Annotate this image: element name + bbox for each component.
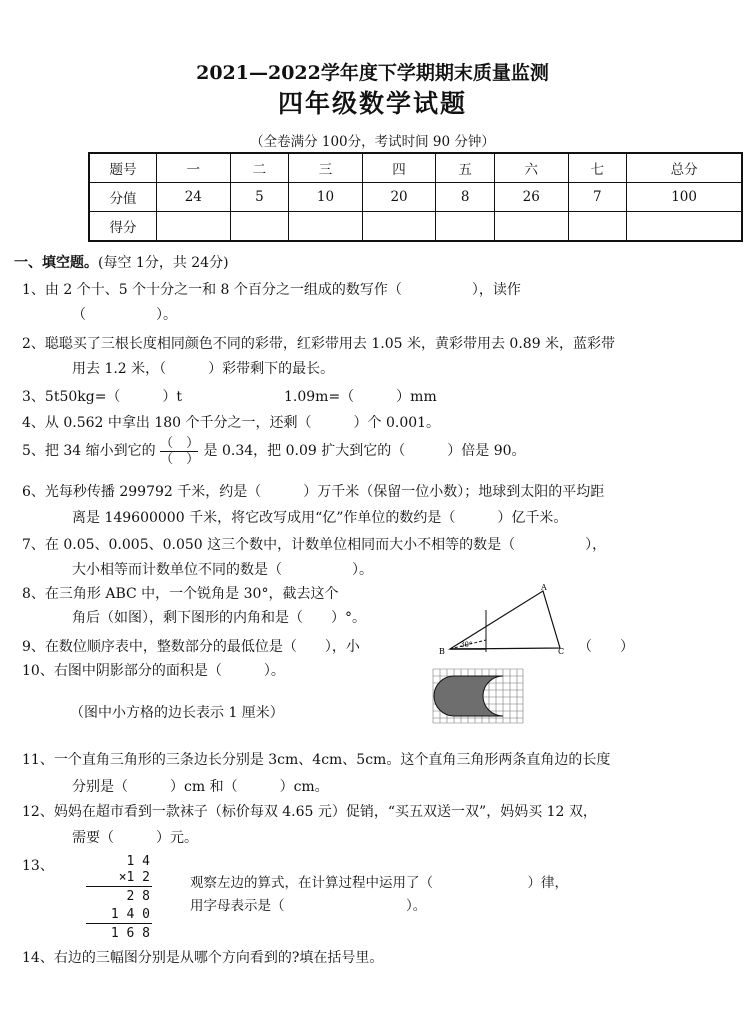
question-13-number: 13、 bbox=[22, 858, 54, 874]
question-3-part-2: 1.09m=（ ）mm bbox=[284, 389, 437, 405]
section-note: (每空 1分，共 24分) bbox=[98, 255, 229, 271]
table-cell: 五 bbox=[436, 153, 495, 183]
section-title: 一、填空题。 bbox=[14, 255, 98, 271]
question-7-line-2: 大小相等而计数单位不同的数是（ ）。 bbox=[72, 562, 373, 578]
question-7-line-1: 7、在 0.05、0.005、0.050 这三个数中，计数单位相同而大小不相等的数是（ ）， bbox=[22, 537, 607, 553]
angle-label: 30° bbox=[460, 641, 473, 649]
section-heading bbox=[14, 252, 229, 272]
table-cell: 三 bbox=[289, 153, 363, 183]
table-cell: 分值 bbox=[89, 183, 157, 212]
label-b: B bbox=[439, 647, 445, 656]
calc-line: 1 6 8 bbox=[110, 926, 150, 941]
table-cell: 20 bbox=[362, 183, 436, 212]
table-cell: 题号 bbox=[89, 153, 157, 183]
exam-title: 2021—2022学年度下学期期末质量监测 bbox=[196, 62, 549, 84]
score-input-cell[interactable] bbox=[627, 212, 742, 242]
question-2-line-1: 2、聪聪买了三根长度相同颜色不同的彩带，红彩带用去 1.05 米，黄彩带用去 0.89 米，蓝彩带 bbox=[22, 336, 616, 352]
question-6-line-1: 6、光每秒传播 299792 千米，约是（ ）万千米（保留一位小数）；地球到太阳的平均距 bbox=[22, 484, 605, 500]
score-table-score-row bbox=[89, 212, 742, 242]
question-12-line-1: 12、妈妈在超市看到一款袜子（标价每双 4.65 元）促销，“买五双送一双”，妈妈买 12 双， bbox=[22, 804, 597, 820]
score-table bbox=[88, 152, 743, 242]
question-3-part-1: 3、5t50kg=（ ）t bbox=[22, 389, 183, 405]
exam-info: （全卷满分 100分，考试时间 90 分钟） bbox=[250, 134, 495, 150]
question-9-blank: （ ） bbox=[578, 639, 634, 655]
question-6-line-2: 离是 149600000 千米，将它改写成用“亿”作单位的数约是（ ）亿千米。 bbox=[72, 510, 568, 526]
table-cell: 24 bbox=[157, 183, 231, 212]
table-cell: 四 bbox=[362, 153, 436, 183]
score-input-cell[interactable] bbox=[568, 212, 627, 242]
question-12-line-2: 需要（ ）元。 bbox=[72, 830, 198, 846]
calc-line: 2 8 bbox=[126, 889, 150, 904]
fraction-blank bbox=[160, 436, 199, 467]
question-1-line-2: （ ）。 bbox=[72, 307, 177, 323]
table-cell: 二 bbox=[230, 153, 289, 183]
triangle-abc-figure bbox=[436, 582, 576, 658]
question-5-part-1: 5、把 34 缩小到它的 bbox=[22, 443, 156, 459]
score-input-cell[interactable] bbox=[157, 212, 231, 242]
label-c: C bbox=[558, 647, 565, 656]
shaded-region bbox=[434, 676, 503, 716]
exam-subject-title: 四年级数学试题 bbox=[277, 89, 467, 118]
question-1-line-1: 1、由 2 个十、5 个十分之一和 8 个百分之一组成的数写作（ ），读作 bbox=[22, 282, 521, 298]
table-cell: 5 bbox=[230, 183, 289, 212]
score-input-cell[interactable] bbox=[494, 212, 568, 242]
question-5 bbox=[22, 435, 526, 467]
question-10: 10、右图中阴影部分的面积是（ ）。 bbox=[22, 663, 285, 679]
table-cell: 得分 bbox=[89, 212, 157, 242]
score-input-cell[interactable] bbox=[289, 212, 363, 242]
table-cell: 总分 bbox=[627, 153, 742, 183]
table-cell: 10 bbox=[289, 183, 363, 212]
table-cell: 六 bbox=[494, 153, 568, 183]
table-cell: 7 bbox=[568, 183, 627, 212]
score-input-cell[interactable] bbox=[230, 212, 289, 242]
question-9: 9、在数位顺序表中，整数部分的最低位是（ ），小 bbox=[22, 639, 360, 655]
calc-line: 1 4 bbox=[126, 854, 150, 869]
question-2-line-2: 用去 1.2 米，（ ）彩带剩下的最长。 bbox=[72, 361, 335, 377]
score-input-cell[interactable] bbox=[362, 212, 436, 242]
question-5-part-2: 是 0.34，把 0.09 扩大到它的（ ）倍是 90。 bbox=[203, 443, 526, 459]
fraction-denominator: （ ） bbox=[160, 451, 200, 467]
score-table-header-row bbox=[89, 153, 742, 183]
calc-rule bbox=[86, 923, 152, 924]
question-4: 4、从 0.562 中拿出 180 个千分之一，还剩（ ）个 0.001。 bbox=[22, 415, 441, 431]
question-11-line-1: 11、一个直角三角形的三条边长分别是 3cm、4cm、5cm。这个直角三角形两条直角边的长度 bbox=[22, 752, 611, 768]
calc-line: 1 4 0 bbox=[110, 907, 150, 922]
question-10-note: （图中小方格的边长表示 1 厘米） bbox=[70, 705, 284, 721]
label-a: A bbox=[541, 583, 547, 592]
calc-line: ×1 2 bbox=[118, 870, 150, 885]
table-cell: 一 bbox=[157, 153, 231, 183]
score-table-points-row bbox=[89, 183, 742, 212]
question-14: 14、右边的三幅图分别是从哪个方向看到的?填在括号里。 bbox=[22, 950, 384, 966]
table-cell: 七 bbox=[568, 153, 627, 183]
score-input-cell[interactable] bbox=[436, 212, 495, 242]
question-8-line-2: 角后（如图），剩下图形的内角和是（ ）°。 bbox=[72, 610, 366, 626]
table-cell: 8 bbox=[436, 183, 495, 212]
shaded-area-grid-figure bbox=[432, 668, 524, 724]
table-cell: 100 bbox=[627, 183, 742, 212]
table-cell: 26 bbox=[494, 183, 568, 212]
question-8-line-1: 8、在三角形 ABC 中，一个锐角是 30°，截去这个 bbox=[22, 586, 339, 602]
fraction-numerator: （ ） bbox=[160, 435, 200, 451]
calc-rule bbox=[86, 886, 152, 887]
question-11-line-2: 分别是（ ）cm 和（ ）cm。 bbox=[72, 779, 329, 795]
question-13-text-1: 观察左边的算式，在计算过程中运用了（ ）律， bbox=[190, 875, 568, 891]
question-13-text-2: 用字母表示是（ ）。 bbox=[190, 898, 427, 914]
